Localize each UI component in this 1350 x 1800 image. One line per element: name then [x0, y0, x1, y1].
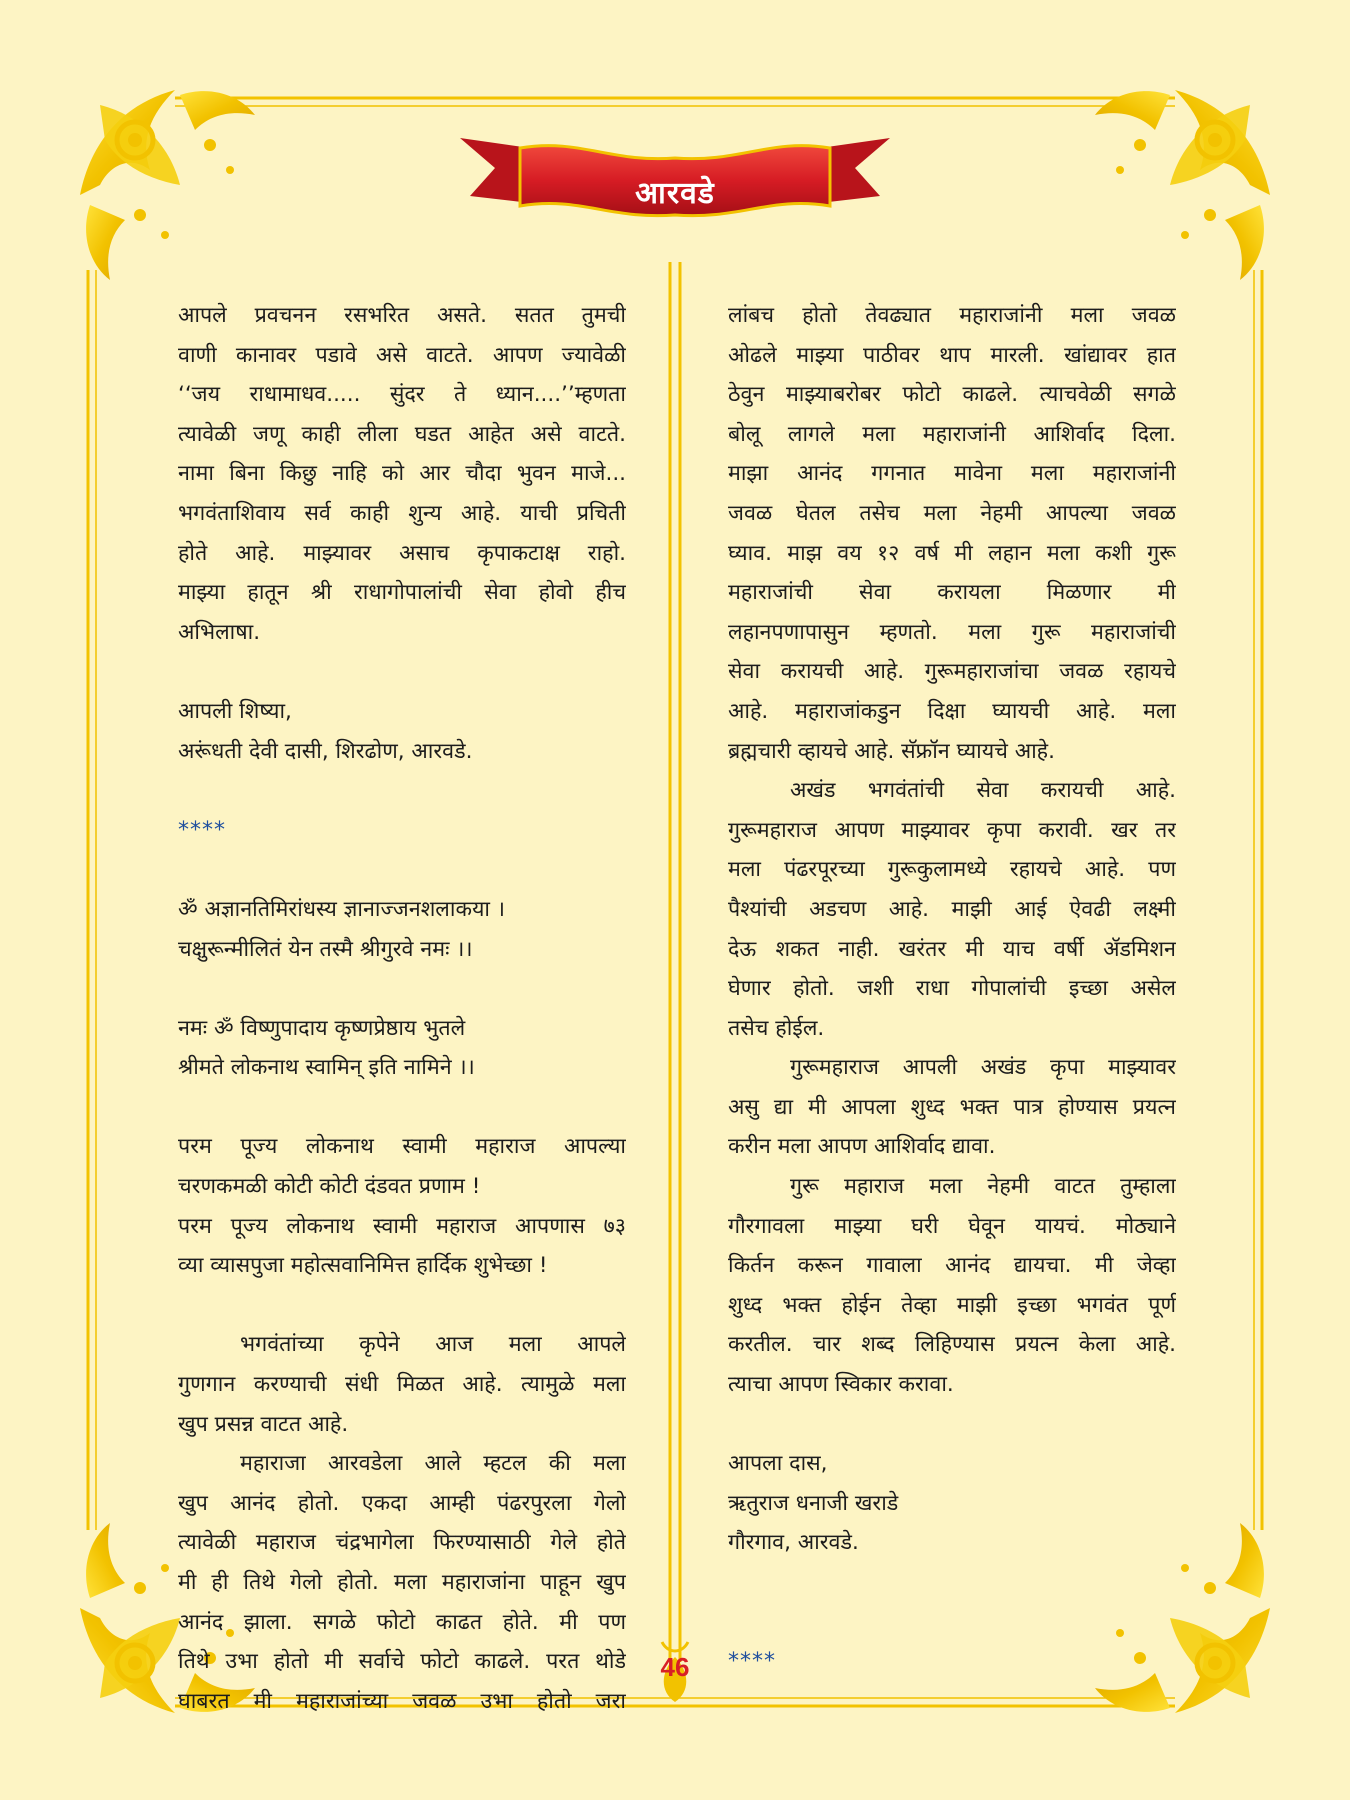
text-line: आपला दास, — [728, 1451, 828, 1477]
text-line: ओढले माझ्या पाठीवर थाप मारली. खांद्यावर हात — [728, 342, 1176, 368]
text-line: मला पंढरपूरच्या गुरूकुलामध्ये रहायचे आहे. पण — [728, 857, 1176, 883]
text-line: पैश्यांची अडचण आहे. माझी आई ऐवढी लक्ष्मी — [728, 896, 1176, 922]
text-line: गौरगावला माझ्या घरी घेवून यायचं. मोठ्याने — [728, 1213, 1176, 1239]
text-line: घाबरत मी महाराजांच्या जवळ उभा होतो जरा — [178, 1688, 626, 1714]
text-line: माझ्या हातून श्री राधागोपालांची सेवा होवो हीच — [178, 580, 626, 606]
text-line: बोलू लागले मला महाराजांनी आशिर्वाद दिला. — [728, 421, 1176, 447]
paragraph — [178, 1325, 626, 1444]
text-line: देऊ शकत नाही. खरंतर मी याच वर्षी ॲडमिशन — [728, 936, 1176, 962]
text-line: त्यावेळी महाराज चंद्रभागेला फिरण्यासाठी गेले होते — [178, 1530, 626, 1556]
text-line: किर्तन करून गावाला आनंद द्यायचा. मी जेव्हा — [728, 1253, 1176, 1279]
column-divider — [640, 262, 710, 1702]
text-line: तसेच होईल. — [728, 1015, 825, 1041]
page-title: आरवडे — [635, 175, 715, 211]
separator-stars: **** — [178, 817, 226, 843]
paragraph — [728, 1048, 1176, 1167]
left-column — [178, 296, 626, 1721]
text-line: भगवंताशिवाय सर्व काही शुन्य आहे. याची प्रचिती — [178, 500, 626, 526]
text-line: आनंद झाला. सगळे फोटो काढत होते. मी पण — [178, 1609, 626, 1635]
paragraph — [728, 771, 1176, 1048]
text-line: ‘‘जय राधामाधव..... सुंदर ते ध्यान....’’म्हणता — [178, 382, 626, 408]
paragraph — [178, 1444, 626, 1721]
text-line: नमः ॐ विष्णुपादाय कृष्णप्रेष्ठाय भुतले — [178, 1015, 466, 1041]
text-line: चरणकमळी कोटी कोटी दंडवत प्रणाम ! — [178, 1174, 481, 1200]
text-line: असु द्या मी आपला शुध्द भक्त पात्र होण्यास प्रयत्न — [728, 1094, 1176, 1120]
text-line: गौरगाव, आरवडे. — [728, 1530, 859, 1556]
text-line: गुरूमहाराज आपण माझ्यावर कृपा करावी. खर तर — [728, 817, 1176, 843]
paragraph — [178, 296, 626, 652]
text-line: गुणगान करण्याची संधी मिळत आहे. त्यामुळे मला — [178, 1372, 626, 1398]
text-line: खुप प्रसन्न वाटत आहे. — [178, 1411, 349, 1437]
text-line: ऋतुराज धनाजी खराडे — [728, 1490, 899, 1516]
text-line: शुध्द भक्त होईन तेव्हा माझी इच्छा भगवंत पूर्ण — [728, 1292, 1176, 1318]
text-line: ठेवुन माझ्याबरोबर फोटो काढले. त्याचवेळी सगळे — [728, 382, 1176, 408]
text-line: महाराजा आरवडेला आले म्हटल की मला — [240, 1451, 626, 1477]
text-line: लहानपणापासुन म्हणतो. मला गुरू महाराजांची — [728, 619, 1176, 645]
text-line: घेणार होतो. जशी राधा गोपालांची इच्छा असेल — [728, 976, 1176, 1002]
text-line: त्याचा आपण स्विकार करावा. — [728, 1372, 954, 1398]
text-line: त्यावेळी जणू काही लीला घडत आहेत असे वाटते. — [178, 421, 626, 447]
verse — [178, 1009, 626, 1088]
text-line: गुरूमहाराज आपली अखंड कृपा माझ्यावर — [790, 1055, 1176, 1081]
text-line: करीन मला आपण आशिर्वाद द्यावा. — [728, 1134, 996, 1160]
text-line: व्या व्यासपुजा महोत्सवानिमित्त हार्दिक शुभेच्छा ! — [178, 1253, 548, 1279]
greeting — [178, 1127, 626, 1285]
text-line: ॐ अज्ञानतिमिरांधस्य ज्ञानाज्जनशलाकया । — [178, 896, 505, 922]
text-line: खुप आनंद होतो. एकदा आम्ही पंढरपुरला गेलो — [178, 1490, 626, 1516]
text-line: चक्षुरून्मीलितं येन तस्मै श्रीगुरवे नमः ।। — [178, 936, 473, 962]
right-column — [728, 296, 1176, 1682]
text-line: वाणी कानावर पडावे असे वाटते. आपण ज्यावेळी — [178, 342, 626, 368]
text-line: महाराजांची सेवा करायला मिळणार मी — [728, 580, 1176, 606]
text-line: मी ही तिथे गेलो होतो. मला महाराजांना पाहून खुप — [178, 1570, 626, 1595]
text-line: अरूंधती देवी दासी, शिरढोण, आरवडे. — [178, 738, 473, 764]
text-line: श्रीमते लोकनाथ स्वामिन् इति नामिने ।। — [178, 1055, 475, 1081]
text-line: आपले प्रवचनन रसभरित असते. सतत तुमची — [178, 303, 626, 328]
text-line: माझा आनंद गगनात मावेना मला महाराजांनी — [728, 461, 1176, 487]
text-line: गुरू महाराज मला नेहमी वाटत तुम्हाला — [790, 1174, 1176, 1200]
text-line: परम पूज्य लोकनाथ स्वामी महाराज आपणास ७३ — [178, 1213, 626, 1239]
signature — [728, 1444, 1176, 1563]
text-line: अभिलाषा. — [178, 619, 261, 645]
text-line: ब्रह्मचारी व्हायचे आहे. सॅफ्रॉन घ्यायचे आहे. — [728, 738, 1055, 764]
page-number: 46 — [660, 1652, 690, 1682]
text-line: तिथे उभा होतो मी सर्वाचे फोटो काढले. परत थोडे — [178, 1649, 626, 1675]
text-line: आहे. महाराजांकडुन दिक्षा घ्यायची आहे. मला — [728, 698, 1176, 724]
text-line: भगवंतांच्या कृपेने आज मला आपले — [240, 1332, 626, 1358]
text-line: घ्याव. माझ वय १२ वर्ष मी लहान मला कशी गुरू — [728, 540, 1176, 566]
text-line: होते आहे. माझ्यावर असाच कृपाकटाक्ष राहो. — [178, 540, 626, 566]
paragraph — [728, 296, 1176, 771]
text-line: जवळ घेतल तसेच मला नेहमी आपल्या जवळ — [728, 500, 1176, 526]
text-line: आपली शिष्या, — [178, 698, 292, 724]
signature — [178, 692, 626, 771]
paragraph — [728, 1167, 1176, 1405]
text-line: लांबच होतो तेवढ्यात महाराजांनी मला जवळ — [728, 303, 1176, 328]
verse — [178, 890, 626, 969]
text-line: नामा बिना किछु नाहि को आर चौदा भुवन माजे... — [178, 461, 626, 487]
separator-stars: **** — [728, 1649, 776, 1675]
text-line: अखंड भगवंतांची सेवा करायची आहे. — [790, 778, 1176, 804]
text-line: करतील. चार शब्द लिहिण्यास प्रयत्न केला आहे. — [728, 1332, 1176, 1358]
text-line: सेवा करायची आहे. गुरूमहाराजांचा जवळ रहायचे — [728, 659, 1176, 685]
text-line: परम पूज्य लोकनाथ स्वामी महाराज आपल्या — [178, 1134, 626, 1160]
